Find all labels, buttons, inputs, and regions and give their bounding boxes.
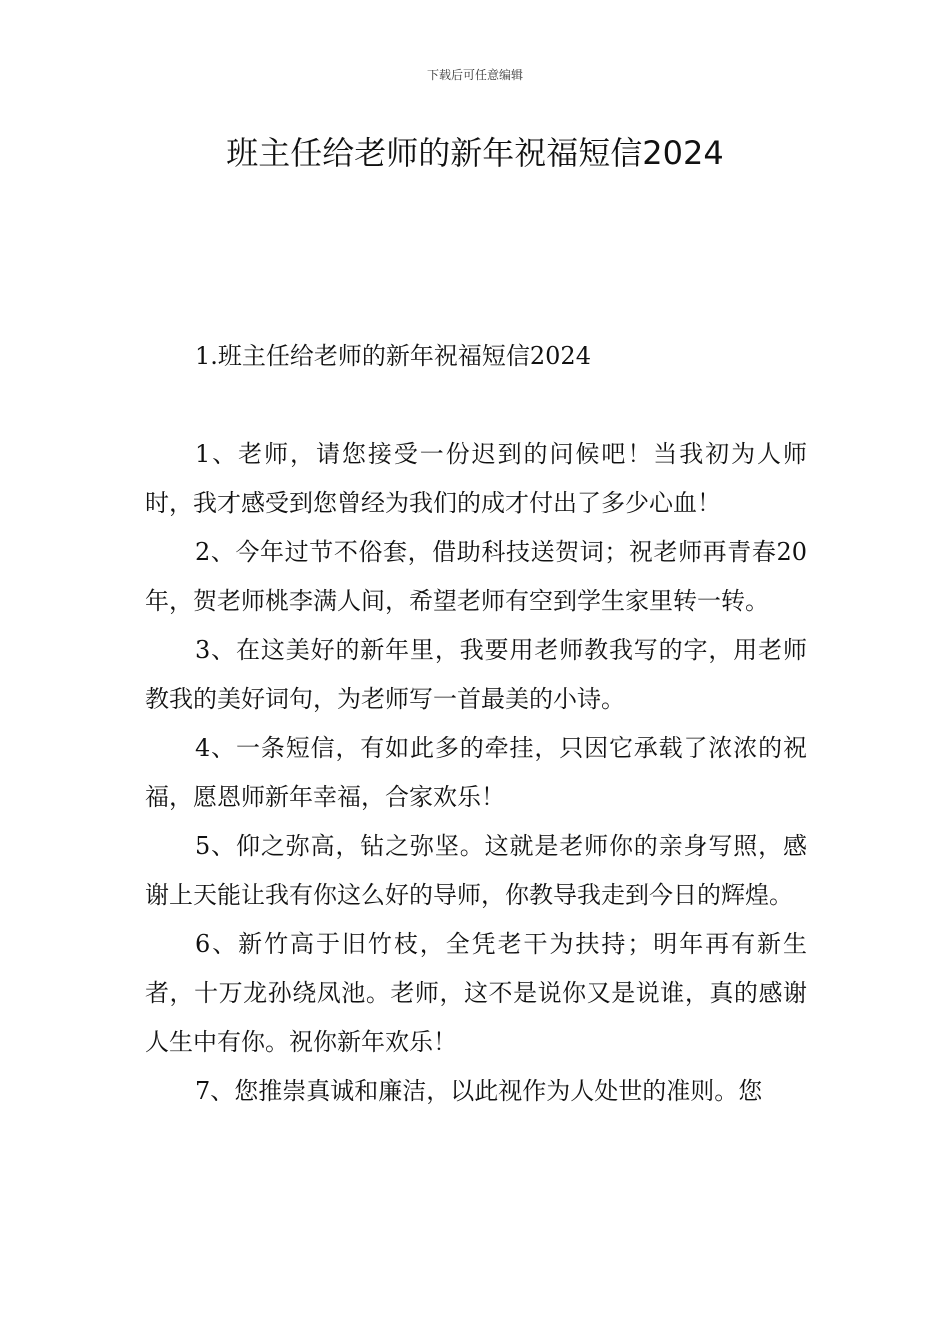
document-title: 班主任给老师的新年祝福短信2024 bbox=[226, 134, 724, 172]
paragraph-1: 1、老师，请您接受一份迟到的问候吧！当我初为人师时，我才感受到您曾经为我们的成才付出了多少心血！ bbox=[145, 440, 807, 517]
document-body bbox=[145, 332, 807, 1116]
paragraph-6: 6、新竹高于旧竹枝，全凭老干为扶持；明年再有新生者，十万龙孙绕凤池。老师，这不是说你又是说谁，真的感谢人生中有你。祝你新年欢乐！ bbox=[145, 930, 807, 1056]
paragraph-7: 7、您推崇真诚和廉洁，以此视作为人处世的准则。您 bbox=[195, 1077, 763, 1105]
paragraph-3: 3、在这美好的新年里，我要用老师教我写的字，用老师教我的美好词句，为老师写一首最美的小诗。 bbox=[145, 636, 807, 713]
header-note: 下载后可任意编辑 bbox=[426, 68, 523, 82]
paragraph-5: 5、仰之弥高，钻之弥坚。这就是老师你的亲身写照，感谢上天能让我有你这么好的导师，你教导我走到今日的辉煌。 bbox=[145, 832, 807, 909]
section-heading: 1.班主任给老师的新年祝福短信2024 bbox=[195, 342, 591, 370]
paragraph-2: 2、今年过节不俗套，借助科技送贺词；祝老师再青春20年，贺老师桃李满人间，希望老师有空到学生家里转一转。 bbox=[145, 538, 807, 615]
paragraph-4: 4、一条短信，有如此多的牵挂，只因它承载了浓浓的祝福，愿恩师新年幸福，合家欢乐！ bbox=[145, 734, 807, 811]
